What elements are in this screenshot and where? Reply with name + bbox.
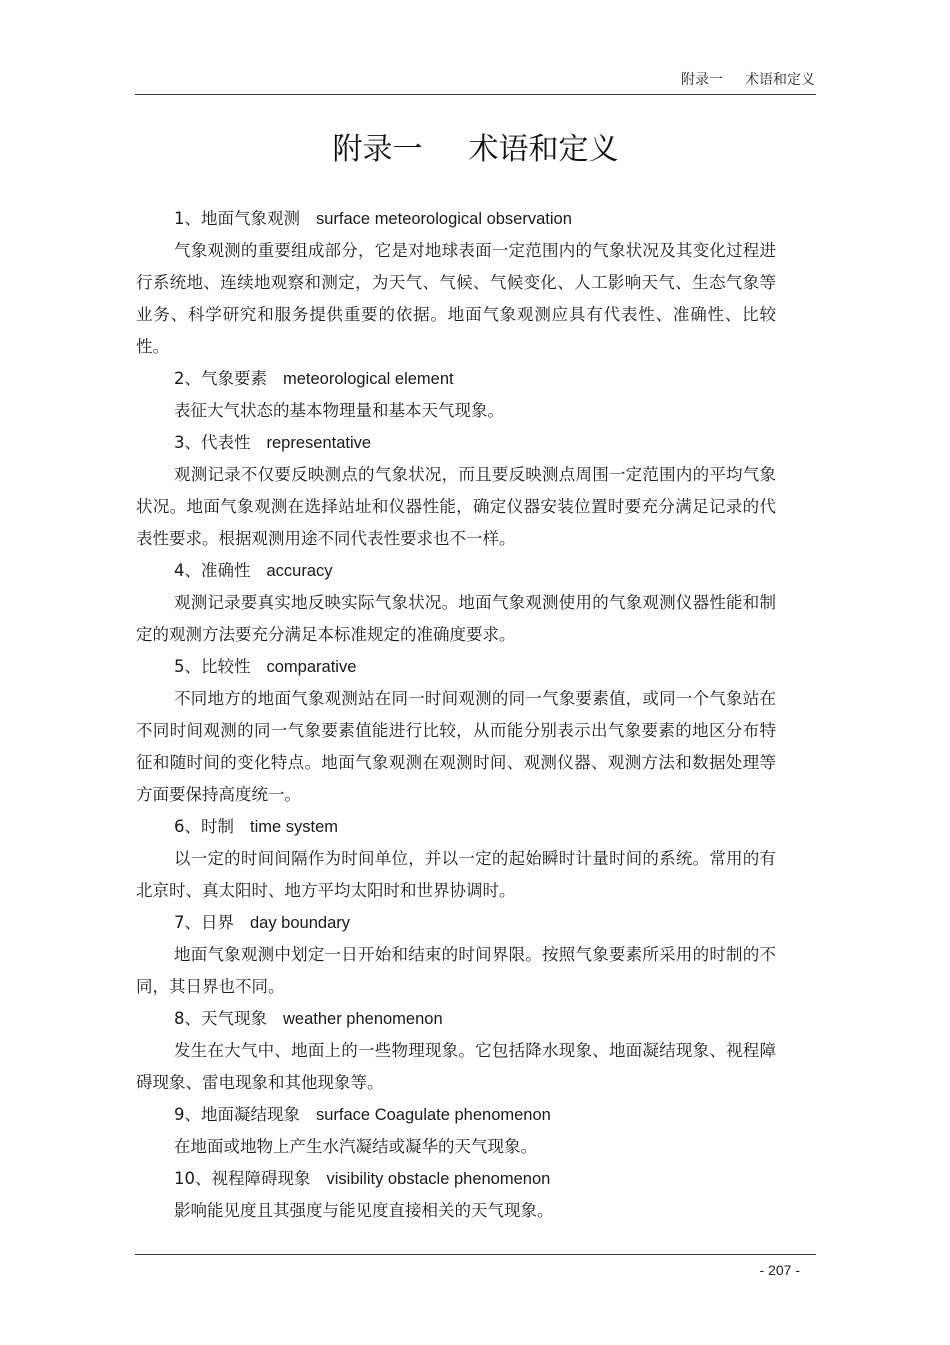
term-definition: 发生在大气中、地面上的一些物理现象。它包括降水现象、地面凝结现象、视程障碍现象、雷电现象和其他现象等。: [136, 1041, 776, 1092]
term-entry: [136, 427, 776, 555]
term-number: 5、: [174, 657, 201, 676]
term-heading: [136, 1003, 776, 1035]
term-english: surface Coagulate phenomenon: [316, 1106, 551, 1124]
term-chinese: 准确性: [201, 561, 251, 580]
term-english: comparative: [266, 658, 357, 676]
header-rule: [135, 94, 816, 95]
term-number: 1、: [174, 209, 201, 228]
term-number: 3、: [174, 433, 201, 452]
term-chinese: 地面凝结现象: [201, 1105, 300, 1124]
term-entry: [136, 651, 776, 811]
header-title: 术语和定义: [745, 72, 815, 88]
term-heading: [136, 651, 776, 683]
term-chinese: 代表性: [201, 433, 251, 452]
term-definition: 影响能见度且其强度与能见度直接相关的天气现象。: [174, 1201, 554, 1220]
term-english: visibility obstacle phenomenon: [326, 1170, 551, 1188]
term-definition: 地面气象观测中划定一日开始和结束的时间界限。按照气象要素所采用的时制的不同，其日界也不同。: [136, 945, 776, 996]
term-chinese: 日界: [201, 913, 234, 932]
term-entry: [136, 907, 776, 1003]
term-entry: [136, 811, 776, 907]
term-english: meteorological element: [283, 370, 454, 388]
term-number: 9、: [174, 1105, 201, 1124]
page-title-label: 附录一: [332, 132, 423, 167]
term-heading: [136, 907, 776, 939]
term-heading: [136, 427, 776, 459]
terms-list: [136, 203, 776, 1227]
term-definition: 观测记录要真实地反映实际气象状况。地面气象观测使用的气象观测仪器性能和制定的观测方法要充分满足本标准规定的准确度要求。: [136, 593, 776, 644]
term-heading: [136, 555, 776, 587]
term-entry: [136, 555, 776, 651]
term-english: representative: [266, 434, 372, 452]
term-number: 10、: [174, 1169, 212, 1188]
footer-rule: [135, 1254, 816, 1255]
term-heading: [136, 1099, 776, 1131]
term-number: 7、: [174, 913, 201, 932]
term-number: 8、: [174, 1009, 201, 1028]
term-english: surface meteorological observation: [316, 210, 572, 228]
term-entry: [136, 203, 776, 363]
running-header: [135, 71, 815, 89]
term-definition: 不同地方的地面气象观测站在同一时间观测的同一气象要素值，或同一个气象站在不同时间观测的同一气象要素值能进行比较，从而能分别表示出气象要素的地区分布特征和随时间的变化特点。地面气象观测在观测时间、观测仪器、观测方法和数据处理等方面要保持高度统一。: [136, 689, 776, 804]
term-english: day boundary: [250, 914, 350, 932]
term-number: 2、: [174, 369, 201, 388]
term-definition: 以一定的时间间隔作为时间单位，并以一定的起始瞬时计量时间的系统。常用的有北京时、真太阳时、地方平均太阳时和世界协调时。: [136, 849, 776, 900]
term-heading: [136, 363, 776, 395]
term-definition: 表征大气状态的基本物理量和基本天气现象。: [174, 401, 504, 420]
term-definition: 观测记录不仅要反映测点的气象状况，而且要反映测点周围一定范围内的平均气象状况。地面气象观测在选择站址和仪器性能，确定仪器安装位置时要充分满足记录的代表性要求。根据观测用途不同代表性要求也不一样。: [136, 465, 776, 548]
term-chinese: 气象要素: [201, 369, 267, 388]
term-heading: [136, 203, 776, 235]
term-chinese: 比较性: [201, 657, 251, 676]
term-chinese: 天气现象: [201, 1009, 267, 1028]
header-section-label: 附录一: [681, 72, 723, 88]
term-number: 4、: [174, 561, 201, 580]
page-title: [135, 128, 816, 172]
term-entry: [136, 1003, 776, 1099]
term-entry: [136, 363, 776, 427]
term-english: accuracy: [266, 562, 333, 580]
term-definition: 气象观测的重要组成部分，它是对地球表面一定范围内的气象状况及其变化过程进行系统地、连续地观察和测定，为天气、气候、气候变化、人工影响天气、生态气象等业务、科学研究和服务提供重要的依据。地面气象观测应具有代表性、准确性、比较性。: [136, 241, 776, 356]
page-number: - 207 -: [759, 1262, 800, 1278]
term-entry: [136, 1163, 776, 1227]
term-heading: [136, 811, 776, 843]
term-english: time system: [250, 818, 339, 836]
term-chinese: 视程障碍现象: [211, 1169, 311, 1188]
term-definition: 在地面或地物上产生水汽凝结或凝华的天气现象。: [174, 1137, 537, 1156]
term-heading: [136, 1163, 776, 1195]
term-english: weather phenomenon: [283, 1010, 443, 1028]
term-entry: [136, 1099, 776, 1163]
term-chinese: 地面气象观测: [201, 209, 300, 228]
page-title-text: 术语和定义: [468, 132, 619, 167]
term-chinese: 时制: [201, 817, 234, 836]
term-number: 6、: [174, 817, 201, 836]
